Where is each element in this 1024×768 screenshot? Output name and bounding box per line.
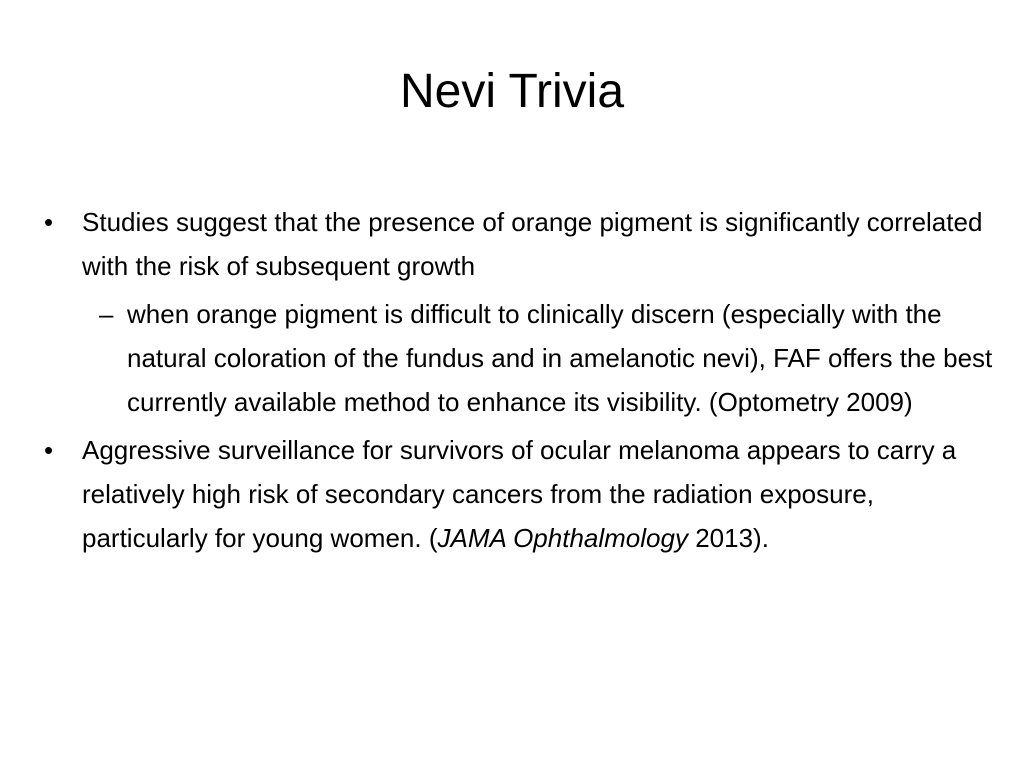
bullet-marker: • bbox=[44, 435, 54, 465]
slide-body bbox=[44, 200, 994, 564]
bullet-text bbox=[82, 435, 956, 553]
bullet-item bbox=[44, 200, 994, 288]
citation-journal: JAMA Ophthalmology bbox=[437, 523, 688, 553]
sub-bullet-marker: – bbox=[99, 299, 114, 329]
sub-bullet-item bbox=[44, 292, 994, 424]
bullet-text-main: Aggressive surveillance for survivors of ocular melanoma appears to carry a relatively high risk of secondary cancers from the radiation exposure, particularly for young women. ( bbox=[82, 435, 957, 553]
bullet-item bbox=[44, 428, 994, 560]
sub-bullet-text: when orange pigment is difficult to clinically discern (especially with the natural coloration of the fundus and in amelanotic nevi), FAF offers the best currently available method to enhance its visibility. (Optometry 2009) bbox=[127, 299, 993, 417]
bullet-text: Studies suggest that the presence of orange pigment is significantly correlated with the risk of subsequent growth bbox=[82, 207, 983, 281]
bullet-marker: • bbox=[44, 207, 54, 237]
citation-tail: 2013). bbox=[687, 523, 769, 553]
slide-title: Nevi Trivia bbox=[399, 65, 625, 118]
